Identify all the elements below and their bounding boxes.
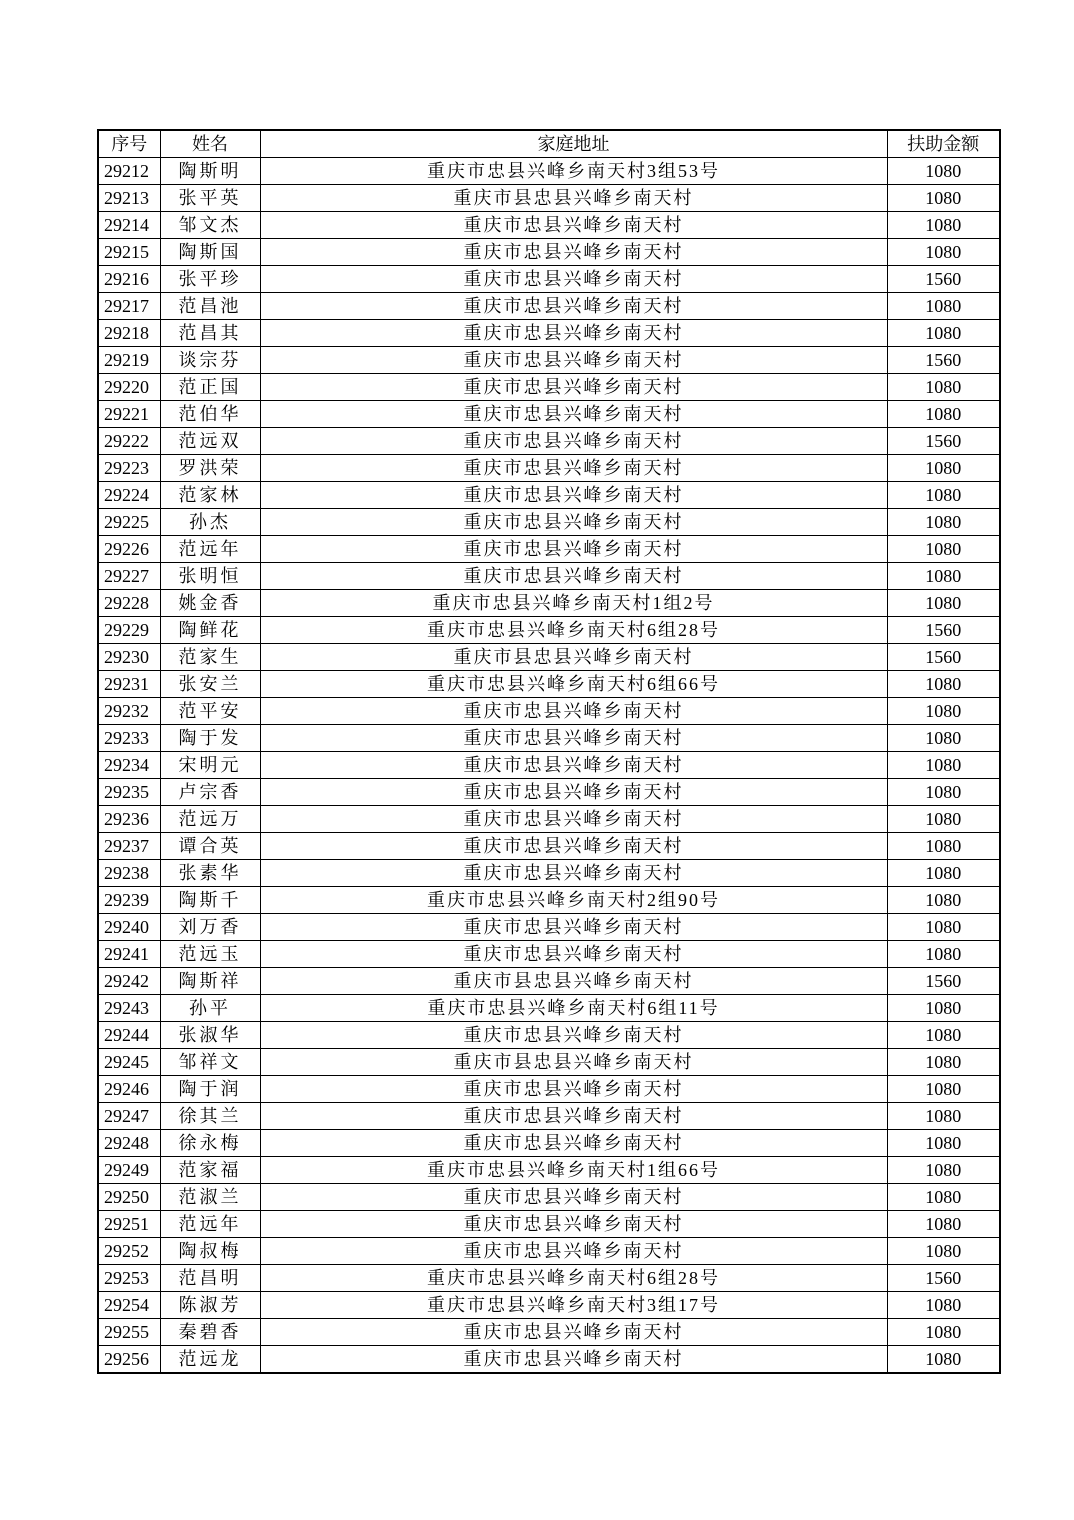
cell-home-address: 重庆市忠县兴峰乡南天村 <box>260 860 887 887</box>
cell-home-address: 重庆市忠县兴峰乡南天村 <box>260 806 887 833</box>
cell-aid-amount: 1080 <box>887 725 1000 752</box>
cell-aid-amount: 1080 <box>887 482 1000 509</box>
table-row <box>98 1211 1000 1238</box>
cell-serial-number: 29223 <box>98 455 160 482</box>
table-row <box>98 887 1000 914</box>
cell-serial-number: 29224 <box>98 482 160 509</box>
table-row <box>98 617 1000 644</box>
cell-name: 范昌其 <box>160 320 260 347</box>
cell-aid-amount: 1080 <box>887 374 1000 401</box>
table-row <box>98 644 1000 671</box>
cell-name: 谭合英 <box>160 833 260 860</box>
cell-aid-amount: 1080 <box>887 1049 1000 1076</box>
cell-home-address: 重庆市忠县兴峰乡南天村3组17号 <box>260 1292 887 1319</box>
table-row <box>98 509 1000 536</box>
cell-serial-number: 29229 <box>98 617 160 644</box>
table-row <box>98 671 1000 698</box>
table-row <box>98 239 1000 266</box>
cell-name: 范远龙 <box>160 1346 260 1374</box>
cell-name: 邹祥文 <box>160 1049 260 1076</box>
cell-name: 张明恒 <box>160 563 260 590</box>
table-row <box>98 752 1000 779</box>
cell-serial-number: 29212 <box>98 158 160 185</box>
cell-name: 范淑兰 <box>160 1184 260 1211</box>
cell-serial-number: 29245 <box>98 1049 160 1076</box>
table-row <box>98 1319 1000 1346</box>
cell-name: 陶于发 <box>160 725 260 752</box>
cell-name: 陶斯国 <box>160 239 260 266</box>
cell-serial-number: 29250 <box>98 1184 160 1211</box>
cell-name: 陶于润 <box>160 1076 260 1103</box>
cell-serial-number: 29249 <box>98 1157 160 1184</box>
cell-aid-amount: 1080 <box>887 212 1000 239</box>
cell-name: 范家生 <box>160 644 260 671</box>
cell-name: 范远玉 <box>160 941 260 968</box>
cell-name: 陶斯明 <box>160 158 260 185</box>
header-serial-number: 序号 <box>98 130 160 158</box>
cell-aid-amount: 1080 <box>887 914 1000 941</box>
cell-home-address: 重庆市忠县兴峰乡南天村 <box>260 239 887 266</box>
cell-serial-number: 29251 <box>98 1211 160 1238</box>
cell-name: 徐其兰 <box>160 1103 260 1130</box>
cell-serial-number: 29242 <box>98 968 160 995</box>
cell-aid-amount: 1080 <box>887 752 1000 779</box>
table-row <box>98 1130 1000 1157</box>
cell-home-address: 重庆市忠县兴峰乡南天村 <box>260 1076 887 1103</box>
table-row <box>98 1265 1000 1292</box>
cell-home-address: 重庆市忠县兴峰乡南天村 <box>260 725 887 752</box>
cell-name: 陶斯千 <box>160 887 260 914</box>
cell-serial-number: 29252 <box>98 1238 160 1265</box>
table-row <box>98 212 1000 239</box>
cell-home-address: 重庆市忠县兴峰乡南天村 <box>260 1184 887 1211</box>
table-row <box>98 698 1000 725</box>
cell-name: 宋明元 <box>160 752 260 779</box>
cell-serial-number: 29213 <box>98 185 160 212</box>
cell-aid-amount: 1080 <box>887 1211 1000 1238</box>
cell-aid-amount: 1560 <box>887 266 1000 293</box>
table-row <box>98 347 1000 374</box>
cell-aid-amount: 1080 <box>887 779 1000 806</box>
cell-home-address: 重庆市忠县兴峰乡南天村 <box>260 374 887 401</box>
cell-aid-amount: 1080 <box>887 860 1000 887</box>
cell-aid-amount: 1080 <box>887 1103 1000 1130</box>
table-row <box>98 1346 1000 1374</box>
cell-name: 陈淑芳 <box>160 1292 260 1319</box>
cell-aid-amount: 1080 <box>887 995 1000 1022</box>
cell-serial-number: 29215 <box>98 239 160 266</box>
cell-serial-number: 29225 <box>98 509 160 536</box>
cell-aid-amount: 1080 <box>887 698 1000 725</box>
cell-aid-amount: 1080 <box>887 563 1000 590</box>
cell-home-address: 重庆市忠县兴峰乡南天村1组66号 <box>260 1157 887 1184</box>
cell-name: 范平安 <box>160 698 260 725</box>
cell-home-address: 重庆市忠县兴峰乡南天村 <box>260 941 887 968</box>
cell-name: 谈宗芬 <box>160 347 260 374</box>
table-row <box>98 1103 1000 1130</box>
cell-aid-amount: 1080 <box>887 401 1000 428</box>
cell-home-address: 重庆市县忠县兴峰乡南天村 <box>260 185 887 212</box>
table-row <box>98 536 1000 563</box>
table-row <box>98 266 1000 293</box>
cell-name: 范正国 <box>160 374 260 401</box>
table-row <box>98 158 1000 185</box>
cell-aid-amount: 1560 <box>887 968 1000 995</box>
cell-aid-amount: 1080 <box>887 185 1000 212</box>
cell-home-address: 重庆市忠县兴峰乡南天村6组28号 <box>260 1265 887 1292</box>
table-row <box>98 1292 1000 1319</box>
cell-home-address: 重庆市忠县兴峰乡南天村 <box>260 1346 887 1374</box>
cell-name: 范伯华 <box>160 401 260 428</box>
header-home-address: 家庭地址 <box>260 130 887 158</box>
cell-home-address: 重庆市忠县兴峰乡南天村 <box>260 428 887 455</box>
table-row <box>98 428 1000 455</box>
cell-serial-number: 29219 <box>98 347 160 374</box>
cell-home-address: 重庆市忠县兴峰乡南天村 <box>260 833 887 860</box>
cell-serial-number: 29243 <box>98 995 160 1022</box>
table-row <box>98 401 1000 428</box>
cell-home-address: 重庆市忠县兴峰乡南天村2组90号 <box>260 887 887 914</box>
cell-aid-amount: 1080 <box>887 1022 1000 1049</box>
cell-home-address: 重庆市忠县兴峰乡南天村 <box>260 1130 887 1157</box>
cell-serial-number: 29234 <box>98 752 160 779</box>
cell-name: 姚金香 <box>160 590 260 617</box>
cell-home-address: 重庆市忠县兴峰乡南天村 <box>260 779 887 806</box>
cell-name: 张安兰 <box>160 671 260 698</box>
cell-home-address: 重庆市忠县兴峰乡南天村 <box>260 509 887 536</box>
cell-aid-amount: 1080 <box>887 158 1000 185</box>
table-row <box>98 590 1000 617</box>
cell-name: 范远双 <box>160 428 260 455</box>
cell-home-address: 重庆市忠县兴峰乡南天村 <box>260 698 887 725</box>
cell-aid-amount: 1080 <box>887 1130 1000 1157</box>
cell-serial-number: 29227 <box>98 563 160 590</box>
cell-aid-amount: 1080 <box>887 941 1000 968</box>
cell-name: 范远年 <box>160 536 260 563</box>
cell-home-address: 重庆市忠县兴峰乡南天村 <box>260 266 887 293</box>
cell-serial-number: 29248 <box>98 1130 160 1157</box>
cell-serial-number: 29221 <box>98 401 160 428</box>
cell-home-address: 重庆市忠县兴峰乡南天村6组28号 <box>260 617 887 644</box>
table-row <box>98 1238 1000 1265</box>
cell-serial-number: 29239 <box>98 887 160 914</box>
cell-serial-number: 29254 <box>98 1292 160 1319</box>
cell-serial-number: 29232 <box>98 698 160 725</box>
table-row <box>98 941 1000 968</box>
table-row <box>98 455 1000 482</box>
cell-serial-number: 29241 <box>98 941 160 968</box>
cell-serial-number: 29230 <box>98 644 160 671</box>
cell-name: 孙平 <box>160 995 260 1022</box>
cell-home-address: 重庆市县忠县兴峰乡南天村 <box>260 1049 887 1076</box>
cell-name: 秦碧香 <box>160 1319 260 1346</box>
table-row <box>98 725 1000 752</box>
cell-home-address: 重庆市忠县兴峰乡南天村 <box>260 563 887 590</box>
cell-home-address: 重庆市忠县兴峰乡南天村 <box>260 1103 887 1130</box>
cell-name: 张平珍 <box>160 266 260 293</box>
table-row <box>98 1022 1000 1049</box>
cell-home-address: 重庆市忠县兴峰乡南天村6组66号 <box>260 671 887 698</box>
cell-aid-amount: 1080 <box>887 455 1000 482</box>
cell-home-address: 重庆市忠县兴峰乡南天村 <box>260 293 887 320</box>
cell-aid-amount: 1080 <box>887 1157 1000 1184</box>
cell-name: 范远年 <box>160 1211 260 1238</box>
table-row <box>98 1184 1000 1211</box>
cell-aid-amount: 1080 <box>887 239 1000 266</box>
cell-home-address: 重庆市忠县兴峰乡南天村 <box>260 536 887 563</box>
cell-home-address: 重庆市忠县兴峰乡南天村 <box>260 752 887 779</box>
cell-home-address: 重庆市忠县兴峰乡南天村 <box>260 482 887 509</box>
cell-aid-amount: 1560 <box>887 644 1000 671</box>
table-row <box>98 320 1000 347</box>
cell-home-address: 重庆市忠县兴峰乡南天村3组53号 <box>260 158 887 185</box>
cell-serial-number: 29236 <box>98 806 160 833</box>
cell-aid-amount: 1560 <box>887 617 1000 644</box>
cell-aid-amount: 1080 <box>887 320 1000 347</box>
table-row <box>98 1076 1000 1103</box>
header-row <box>98 130 1000 158</box>
table-row <box>98 482 1000 509</box>
cell-aid-amount: 1080 <box>887 806 1000 833</box>
table-row <box>98 293 1000 320</box>
cell-aid-amount: 1080 <box>887 590 1000 617</box>
header-aid-amount: 扶助金额 <box>887 130 1000 158</box>
cell-serial-number: 29220 <box>98 374 160 401</box>
cell-aid-amount: 1080 <box>887 293 1000 320</box>
cell-serial-number: 29237 <box>98 833 160 860</box>
cell-home-address: 重庆市忠县兴峰乡南天村 <box>260 347 887 374</box>
cell-home-address: 重庆市忠县兴峰乡南天村1组2号 <box>260 590 887 617</box>
cell-name: 张淑华 <box>160 1022 260 1049</box>
table-row <box>98 779 1000 806</box>
cell-serial-number: 29244 <box>98 1022 160 1049</box>
cell-home-address: 重庆市忠县兴峰乡南天村 <box>260 320 887 347</box>
cell-aid-amount: 1080 <box>887 833 1000 860</box>
cell-aid-amount: 1080 <box>887 509 1000 536</box>
cell-name: 范家福 <box>160 1157 260 1184</box>
table-row <box>98 563 1000 590</box>
cell-serial-number: 29217 <box>98 293 160 320</box>
cell-serial-number: 29231 <box>98 671 160 698</box>
cell-serial-number: 29222 <box>98 428 160 455</box>
table-row <box>98 185 1000 212</box>
cell-home-address: 重庆市忠县兴峰乡南天村 <box>260 1022 887 1049</box>
cell-name: 陶鲜花 <box>160 617 260 644</box>
cell-aid-amount: 1080 <box>887 1346 1000 1374</box>
cell-aid-amount: 1080 <box>887 536 1000 563</box>
cell-aid-amount: 1560 <box>887 428 1000 455</box>
cell-name: 范昌池 <box>160 293 260 320</box>
cell-serial-number: 29256 <box>98 1346 160 1374</box>
cell-aid-amount: 1080 <box>887 1238 1000 1265</box>
cell-serial-number: 29233 <box>98 725 160 752</box>
cell-name: 范远万 <box>160 806 260 833</box>
cell-home-address: 重庆市忠县兴峰乡南天村 <box>260 914 887 941</box>
cell-aid-amount: 1080 <box>887 1184 1000 1211</box>
cell-home-address: 重庆市忠县兴峰乡南天村6组11号 <box>260 995 887 1022</box>
cell-aid-amount: 1080 <box>887 671 1000 698</box>
cell-aid-amount: 1080 <box>887 1319 1000 1346</box>
cell-aid-amount: 1080 <box>887 1292 1000 1319</box>
cell-name: 卢宗香 <box>160 779 260 806</box>
cell-serial-number: 29246 <box>98 1076 160 1103</box>
cell-name: 孙杰 <box>160 509 260 536</box>
cell-serial-number: 29226 <box>98 536 160 563</box>
cell-aid-amount: 1560 <box>887 1265 1000 1292</box>
cell-name: 邹文杰 <box>160 212 260 239</box>
cell-home-address: 重庆市忠县兴峰乡南天村 <box>260 212 887 239</box>
table-row <box>98 914 1000 941</box>
cell-name: 徐永梅 <box>160 1130 260 1157</box>
cell-name: 范家林 <box>160 482 260 509</box>
table-row <box>98 860 1000 887</box>
cell-aid-amount: 1080 <box>887 887 1000 914</box>
cell-home-address: 重庆市忠县兴峰乡南天村 <box>260 1238 887 1265</box>
cell-aid-amount: 1560 <box>887 347 1000 374</box>
cell-home-address: 重庆市忠县兴峰乡南天村 <box>260 455 887 482</box>
cell-name: 张平英 <box>160 185 260 212</box>
cell-name: 刘万香 <box>160 914 260 941</box>
cell-serial-number: 29214 <box>98 212 160 239</box>
cell-serial-number: 29228 <box>98 590 160 617</box>
cell-serial-number: 29238 <box>98 860 160 887</box>
cell-home-address: 重庆市忠县兴峰乡南天村 <box>260 401 887 428</box>
table-row <box>98 806 1000 833</box>
cell-name: 罗洪荣 <box>160 455 260 482</box>
cell-name: 张素华 <box>160 860 260 887</box>
cell-serial-number: 29235 <box>98 779 160 806</box>
aid-recipient-table <box>97 129 1001 1374</box>
cell-home-address: 重庆市县忠县兴峰乡南天村 <box>260 968 887 995</box>
cell-serial-number: 29218 <box>98 320 160 347</box>
cell-serial-number: 29216 <box>98 266 160 293</box>
cell-name: 范昌明 <box>160 1265 260 1292</box>
cell-name: 陶斯祥 <box>160 968 260 995</box>
table-row <box>98 968 1000 995</box>
table-row <box>98 374 1000 401</box>
cell-serial-number: 29247 <box>98 1103 160 1130</box>
cell-aid-amount: 1080 <box>887 1076 1000 1103</box>
table-row <box>98 833 1000 860</box>
cell-serial-number: 29255 <box>98 1319 160 1346</box>
table-row <box>98 995 1000 1022</box>
table-row <box>98 1157 1000 1184</box>
cell-home-address: 重庆市忠县兴峰乡南天村 <box>260 1211 887 1238</box>
cell-home-address: 重庆市县忠县兴峰乡南天村 <box>260 644 887 671</box>
cell-name: 陶叔梅 <box>160 1238 260 1265</box>
header-name: 姓名 <box>160 130 260 158</box>
cell-home-address: 重庆市忠县兴峰乡南天村 <box>260 1319 887 1346</box>
table-row <box>98 1049 1000 1076</box>
cell-serial-number: 29240 <box>98 914 160 941</box>
cell-serial-number: 29253 <box>98 1265 160 1292</box>
